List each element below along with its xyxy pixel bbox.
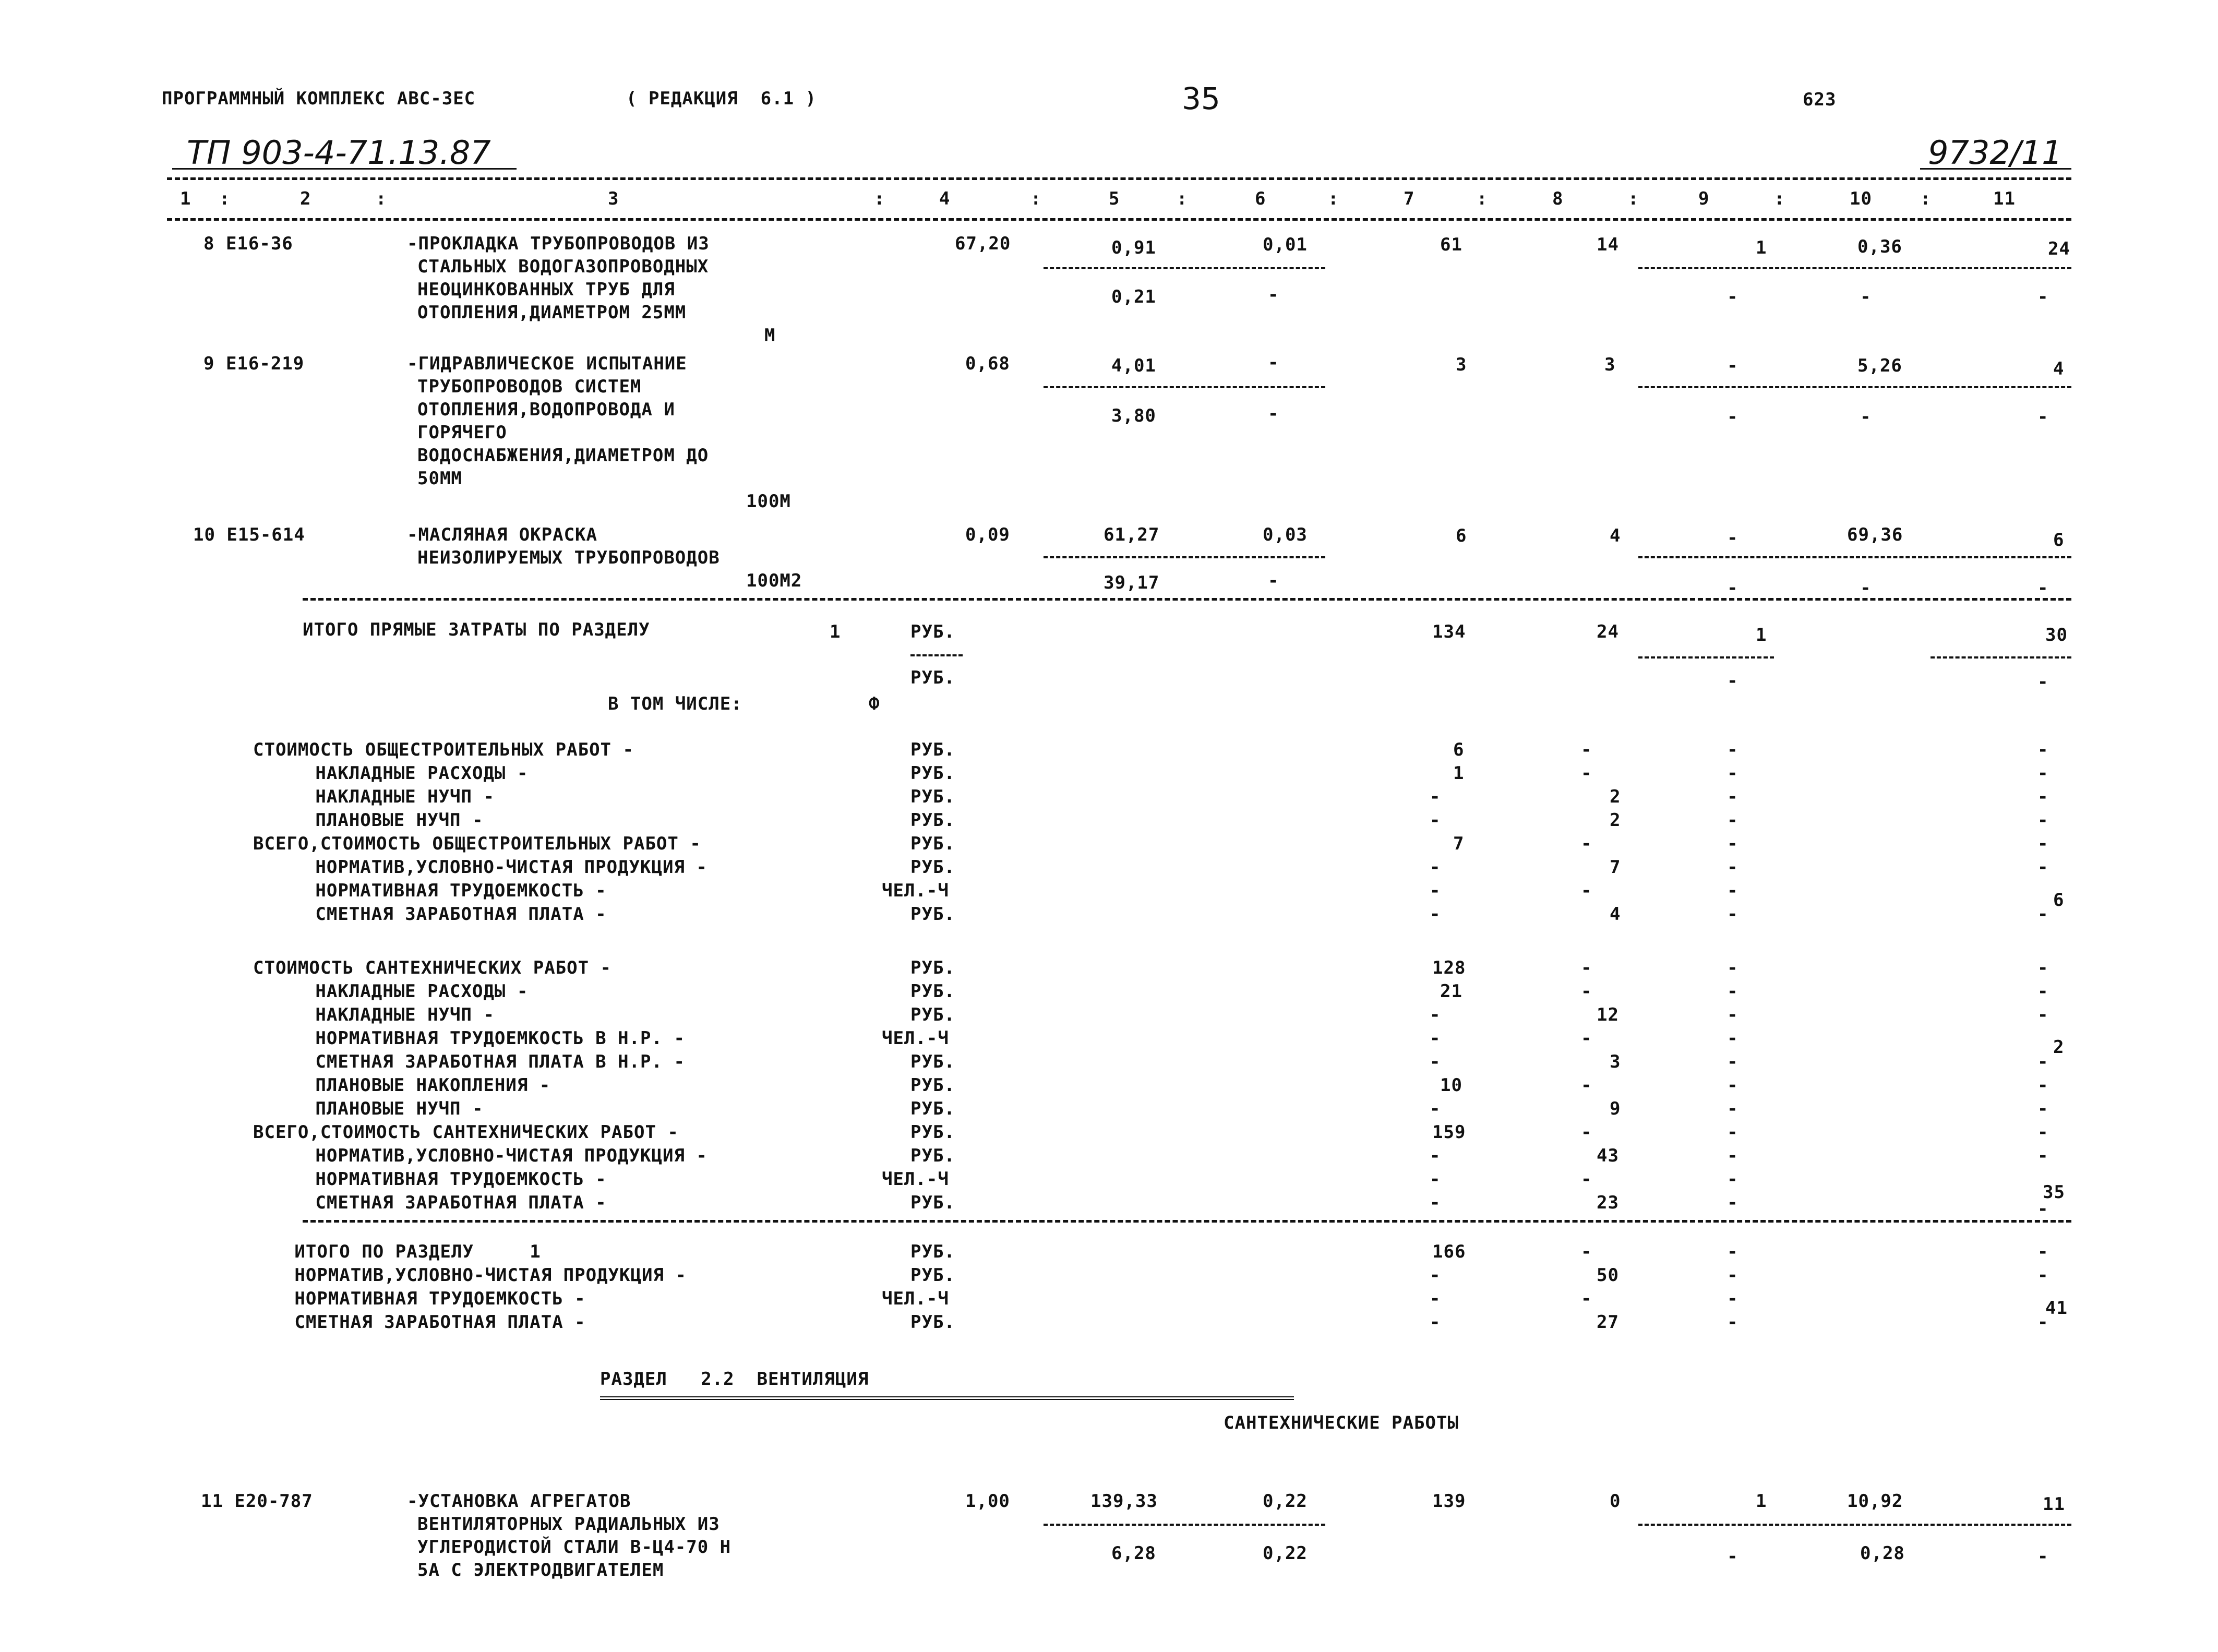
sub-rule [1638,656,1774,659]
cell-col11-sub: - [2037,406,2049,427]
table-header-rule [167,218,2071,221]
summary-label: ПЛАНОВЫЕ НУЧП - [282,810,484,831]
cell-col9: 1 [1756,237,1767,258]
summary-col11: 35 [2043,1182,2065,1203]
summary-col7: - [1430,857,1441,878]
summary-col7: 7 [1453,833,1465,854]
column-header: 9 [1698,188,1710,209]
sub-rule [1638,386,2071,388]
cell-col4: 67,20 [955,233,1011,254]
cell-col10-sub: - [1860,406,1872,427]
page-number: 35 [1182,81,1220,116]
column-header: 3 [608,188,619,209]
summary-col9: - [1727,1265,1739,1286]
cell-col11: 24 [2048,238,2070,259]
cell-col11-sub: - [2037,286,2049,307]
cell-col7: 3 [1456,354,1467,375]
cell-col11-sub: - [2037,1546,2049,1567]
summary-col9: - [1727,1192,1739,1213]
summary-col8: - [1581,1122,1592,1143]
summary-col7: - [1430,1051,1441,1072]
row-desc-line: -ПРОКЛАДКА ТРУБОПРОВОДОВ ИЗ [407,233,710,254]
summary-col11: - [2037,1312,2049,1333]
summary-unit: РУБ. [910,957,955,978]
row-desc-line: 5А С ЭЛЕКТРОДВИГАТЕЛЕМ [417,1560,664,1581]
total-unit: РУБ. [910,621,955,642]
summary-col11: - [2037,833,2049,854]
sub-rule [1044,267,1325,269]
summary-col8: 23 [1597,1192,1619,1213]
including-mark: Ф [869,693,880,714]
summary-col11: - [2037,1051,2049,1072]
cell-col5-sub: 0,21 [1111,286,1156,307]
cell-col4: 0,09 [965,524,1010,545]
summary-col7: 1 [1453,763,1465,784]
column-header: 11 [1993,188,2016,209]
cell-col10: 0,36 [1857,236,1902,257]
cell-col9: - [1727,528,1739,548]
summary-col7: 10 [1440,1075,1462,1096]
summary-label: СТОИМОСТЬ САНТЕХНИЧЕСКИХ РАБОТ - [253,957,612,978]
summary-col8: 2 [1610,786,1621,807]
cell-col6: 0,03 [1263,524,1308,545]
cell-col5-sub: 39,17 [1104,572,1160,593]
program-name: ПРОГРАММНЫЙ КОМПЛЕКС АВС-ЗЕС [162,88,476,109]
cell-col8: 4 [1610,525,1621,546]
summary-col7: - [1430,1192,1441,1213]
summary-col11: - [2037,1122,2049,1143]
summary-label: НОРМАТИВ,УСЛОВНО-ЧИСТАЯ ПРОДУКЦИЯ - [282,857,708,878]
doc-code: ТП 903-4-71.13.87 [187,134,491,172]
cell-col4: 1,00 [965,1491,1010,1512]
summary-col7: 6 [1453,739,1465,760]
cell-col9: - [1727,355,1739,376]
summary-label: НОРМАТИВНАЯ ТРУДОЕМКОСТЬ - [282,1169,607,1190]
summary-col8: 3 [1610,1051,1621,1072]
summary-unit: РУБ. [910,763,955,784]
summary-unit: РУБ. [910,857,955,878]
summary-unit: РУБ. [910,810,955,831]
summary-col9: - [1727,1241,1739,1262]
cell-col5-sub: 3,80 [1111,405,1156,426]
summary-col8: - [1581,763,1592,784]
summary-col9: - [1727,1312,1739,1333]
summary-col11: 2 [2053,1037,2065,1058]
total-col7: 134 [1432,621,1466,642]
row-desc-line: НЕИЗОЛИРУЕМЫХ ТРУБОПРОВОДОВ [417,547,720,568]
sub-rule [1044,1524,1325,1526]
row-desc-line: СТАЛЬНЫХ ВОДОГАЗОПРОВОДНЫХ [417,256,709,277]
total-col11: 30 [2045,625,2068,645]
column-separator: : [376,188,387,209]
summary-label: НАКЛАДНЫЕ РАСХОДЫ - [282,763,529,784]
summary-col11: - [2037,1098,2049,1119]
summary-unit: ЧЕЛ.-Ч [882,1169,949,1190]
section-title-underline [600,1396,1294,1400]
summary-col9: - [1727,957,1739,978]
summary-col11: - [2037,810,2049,831]
table-top-rule [167,177,2071,180]
summary-label: ПЛАНОВЫЕ НУЧП - [282,1098,484,1119]
summary-col9: - [1727,904,1739,925]
summary-col9: - [1727,833,1739,854]
summary-col7: 21 [1440,981,1462,1002]
cell-col6: - [1268,352,1279,373]
summary-label: НОРМАТИВ,УСЛОВНО-ЧИСТАЯ ПРОДУКЦИЯ - [261,1265,687,1286]
cell-col5: 4,01 [1111,355,1156,376]
cell-col5-sub: 6,28 [1111,1543,1156,1564]
summary-label: СМЕТНАЯ ЗАРАБОТНАЯ ПЛАТА В Н.Р. - [282,1051,685,1072]
column-separator: : [1030,188,1042,209]
summary-unit: РУБ. [910,1312,955,1333]
summary-col8: 9 [1610,1098,1621,1119]
summary-col8: - [1581,981,1592,1002]
cell-col10: 5,26 [1857,355,1902,376]
total-label: ИТОГО ПРЯМЫЕ ЗАТРАТЫ ПО РАЗДЕЛУ [303,619,650,640]
summary-col8: 50 [1597,1265,1619,1286]
summary-col9: - [1727,1075,1739,1096]
column-header: 4 [939,188,951,209]
column-separator: : [1920,188,1932,209]
row-unit: М [764,325,776,346]
summary-unit: РУБ. [910,1004,955,1025]
total-col9: 1 [1756,625,1767,645]
sheet-code: 623 [1803,89,1837,110]
column-header: 1 [180,188,191,209]
column-separator: : [874,188,885,209]
summary-col7: - [1430,1312,1441,1333]
summary-col7: - [1430,786,1441,807]
summary-col9: - [1727,1122,1739,1143]
summary-label: НОРМАТИВНАЯ ТРУДОЕМКОСТЬ - [261,1288,586,1309]
column-separator: : [219,188,231,209]
column-separator: : [1628,188,1639,209]
column-header: 6 [1255,188,1266,209]
cell-col11: 6 [2053,530,2065,550]
summary-col8: - [1581,880,1592,901]
sub-rule [1931,656,2071,659]
cell-col8: 3 [1604,354,1616,375]
column-separator: : [1177,188,1188,209]
cell-col7: 6 [1456,525,1467,546]
summary-col7: - [1430,904,1441,925]
summary-col8: 27 [1597,1312,1619,1333]
row-desc-line: ТРУБОПРОВОДОВ СИСТЕМ [417,376,642,397]
summary-label: ВСЕГО,СТОИМОСТЬ САНТЕХНИЧЕСКИХ РАБОТ - [253,1122,679,1143]
column-separator: : [1328,188,1339,209]
summary-col9: - [1727,763,1739,784]
summary-col8: 7 [1610,857,1621,878]
cell-col9-sub: - [1727,1546,1739,1567]
summary-unit: РУБ. [910,1192,955,1213]
summary-col8: - [1581,957,1592,978]
sub-rule [910,654,963,656]
summary-col11: - [2037,1199,2049,1219]
summary-col9: - [1727,1169,1739,1190]
summary-unit: РУБ. [910,981,955,1002]
summary-col9: - [1727,880,1739,901]
sub-rule [1638,267,2071,269]
summary-label: ПЛАНОВЫЕ НАКОПЛЕНИЯ - [282,1075,551,1096]
summary-col11: - [2037,1004,2049,1025]
summary-col9: - [1727,1028,1739,1049]
summary-col7: - [1430,880,1441,901]
row-code: 8 Е16-36 [203,233,293,254]
summary-label: НАКЛАДНЫЕ НУЧП - [282,1004,495,1025]
cell-col6-sub: - [1268,570,1279,591]
summary-unit: РУБ. [910,1241,955,1262]
row-code: 10 Е15-614 [193,524,305,545]
cell-col9: 1 [1756,1491,1767,1512]
row-desc-line: ВЕНТИЛЯТОРНЫХ РАДИАЛЬНЫХ ИЗ [417,1514,720,1535]
cell-col7: 139 [1432,1491,1466,1512]
summary-label: НОРМАТИВНАЯ ТРУДОЕМКОСТЬ - [282,880,607,901]
summary-col7: - [1430,1169,1441,1190]
cell-col5: 61,27 [1104,524,1160,545]
summary-label: СМЕТНАЯ ЗАРАБОТНАЯ ПЛАТА - [282,904,607,925]
table-section-rule [303,598,2071,601]
cell-col6-sub: - [1268,284,1279,305]
summary-col7: - [1430,1145,1441,1166]
summary-col8: 4 [1610,904,1621,925]
row-unit: 100М2 [746,570,802,591]
summary-unit: РУБ. [910,1145,955,1166]
including-label: В ТОМ ЧИСЛЕ: [608,693,742,714]
summary-label: СМЕТНАЯ ЗАРАБОТНАЯ ПЛАТА - [282,1192,607,1213]
row-desc-line: ГОРЯЧЕГО [417,422,507,443]
summary-col9: - [1727,857,1739,878]
cell-col11: 11 [2043,1494,2065,1515]
cell-col4: 0,68 [965,353,1010,374]
cell-col7: 61 [1440,234,1462,255]
summary-unit: ЧЕЛ.-Ч [882,1288,949,1309]
column-header: 7 [1404,188,1415,209]
row-desc-line: -УСТАНОВКА АГРЕГАТОВ [407,1491,631,1512]
summary-label: СМЕТНАЯ ЗАРАБОТНАЯ ПЛАТА - [261,1312,586,1333]
summary-col7: - [1430,1288,1441,1309]
sub-rule [1044,556,1325,558]
summary-col9: - [1727,739,1739,760]
summary-unit: ЧЕЛ.-Ч [882,880,949,901]
summary-col7: - [1430,1265,1441,1286]
row-desc-line: УГЛЕРОДИСТОЙ СТАЛИ В-Ц4-70 Н [417,1537,732,1558]
summary-col8: - [1581,1028,1592,1049]
summary-label: НОРМАТИВНАЯ ТРУДОЕМКОСТЬ В Н.Р. - [282,1028,685,1049]
edition-label: ( РЕДАКЦИЯ 6.1 ) [626,88,817,109]
doc-number-underline [1920,168,2071,170]
summary-unit: РУБ. [910,1075,955,1096]
row-code: 9 Е16-219 [203,353,305,374]
summary-col8: - [1581,1241,1592,1262]
summary-col7: - [1430,1028,1441,1049]
cell-col6: 0,01 [1263,234,1308,255]
section-subtitle: САНТЕХНИЧЕСКИЕ РАБОТЫ [1224,1412,1459,1433]
column-header: 5 [1109,188,1120,209]
total-unit: РУБ. [910,667,955,688]
sub-rule [1638,556,2071,558]
cell-col9-sub: - [1727,286,1739,307]
sub-rule [1638,1524,2071,1526]
summary-unit: ЧЕЛ.-Ч [882,1028,949,1049]
summary-col11: 6 [2053,890,2065,911]
doc-number: 9732/11 [1928,134,2063,172]
summary-col11: - [2037,904,2049,925]
row-desc-line: ОТОПЛЕНИЯ,ВОДОПРОВОДА И [417,399,675,420]
cell-col9-sub: - [1727,578,1739,598]
summary-col11: - [2037,1265,2049,1286]
summary-col8: 2 [1610,810,1621,831]
row-desc-line: НЕОЦИНКОВАННЫХ ТРУБ ДЛЯ [417,279,675,300]
summary-col8: - [1581,1169,1592,1190]
row-desc-line: 50ММ [417,468,462,489]
row-code: 11 Е20-787 [201,1491,313,1512]
doc-code-underline [172,168,517,170]
row-desc-line: ВОДОСНАБЖЕНИЯ,ДИАМЕТРОМ ДО [417,445,709,466]
column-header: 2 [300,188,311,209]
summary-col9: - [1727,981,1739,1002]
summary-unit: РУБ. [910,1098,955,1119]
cell-col10: 69,36 [1847,524,1903,545]
summary-unit: РУБ. [910,786,955,807]
row-desc-line: -МАСЛЯНАЯ ОКРАСКА [407,524,597,545]
total-section: 1 [830,621,841,642]
summary-col11: 41 [2045,1298,2068,1319]
cell-col9-sub: - [1727,406,1739,427]
column-header: 8 [1552,188,1564,209]
total-col8: 24 [1597,621,1619,642]
cell-col8: 14 [1597,234,1619,255]
cell-col10-sub: - [1860,286,1872,307]
summary-col11: - [2037,981,2049,1002]
summary-label: НАКЛАДНЫЕ РАСХОДЫ - [282,981,529,1002]
summary-col11: - [2037,739,2049,760]
row-unit: 100М [746,491,791,512]
total-col9-sub: - [1727,671,1739,691]
summary-col11: - [2037,763,2049,784]
summary-label: НАКЛАДНЫЕ НУЧП - [282,786,495,807]
summary-col7: 128 [1432,957,1466,978]
cell-col10-sub: - [1860,578,1872,598]
summary-col7: - [1430,1098,1441,1119]
cell-col6: 0,22 [1263,1491,1308,1512]
summary-col9: - [1727,1004,1739,1025]
summary-col9: - [1727,1051,1739,1072]
summary-col7: 159 [1432,1122,1466,1143]
summary-col9: - [1727,1288,1739,1309]
summary-col11: - [2037,1241,2049,1262]
cell-col5: 0,91 [1111,237,1156,258]
cell-col8: 0 [1610,1491,1621,1512]
column-separator: : [1774,188,1785,209]
summary-unit: РУБ. [910,1122,955,1143]
summary-col7: - [1430,810,1441,831]
summary-col8: - [1581,1288,1592,1309]
cell-col10-sub: 0,28 [1860,1543,1905,1564]
summary-col8: 12 [1597,1004,1619,1025]
summary-label: ИТОГО ПО РАЗДЕЛУ 1 [261,1241,541,1262]
cell-col10: 10,92 [1847,1491,1903,1512]
summary-unit: РУБ. [910,1051,955,1072]
summary-col8: - [1581,739,1592,760]
sub-rule [1044,386,1325,388]
summary-col8: - [1581,1075,1592,1096]
summary-unit: РУБ. [910,904,955,925]
summary-label: СТОИМОСТЬ ОБЩЕСТРОИТЕЛЬНЫХ РАБОТ - [253,739,634,760]
total-col11-sub: - [2037,672,2049,692]
summary-label: ВСЕГО,СТОИМОСТЬ ОБЩЕСТРОИТЕЛЬНЫХ РАБОТ - [253,833,701,854]
summary-unit: РУБ. [910,739,955,760]
cell-col6-sub: - [1268,403,1279,424]
summary-col8: 43 [1597,1145,1619,1166]
summary-col11: - [2037,786,2049,807]
table-section-rule [303,1220,2071,1223]
summary-col11: - [2037,957,2049,978]
summary-label: НОРМАТИВ,УСЛОВНО-ЧИСТАЯ ПРОДУКЦИЯ - [282,1145,708,1166]
summary-unit: РУБ. [910,1265,955,1286]
summary-col11: - [2037,1145,2049,1166]
summary-col9: - [1727,786,1739,807]
summary-col9: - [1727,1098,1739,1119]
cell-col6-sub: 0,22 [1263,1543,1308,1564]
cell-col11-sub: - [2037,578,2049,598]
summary-col7: 166 [1432,1241,1466,1262]
summary-col9: - [1727,810,1739,831]
column-header: 10 [1850,188,1872,209]
cell-col11: 4 [2053,358,2065,379]
summary-col7: - [1430,1004,1441,1025]
summary-col11: - [2037,1075,2049,1096]
row-desc-line: -ГИДРАВЛИЧЕСКОЕ ИСПЫТАНИЕ [407,353,687,374]
summary-col8: - [1581,833,1592,854]
summary-col11: - [2037,857,2049,878]
column-separator: : [1477,188,1488,209]
summary-unit: РУБ. [910,833,955,854]
cell-col5: 139,33 [1090,1491,1158,1512]
section-title: РАЗДЕЛ 2.2 ВЕНТИЛЯЦИЯ [600,1369,869,1390]
row-desc-line: ОТОПЛЕНИЯ,ДИАМЕТРОМ 25ММ [417,302,687,323]
summary-col9: - [1727,1145,1739,1166]
